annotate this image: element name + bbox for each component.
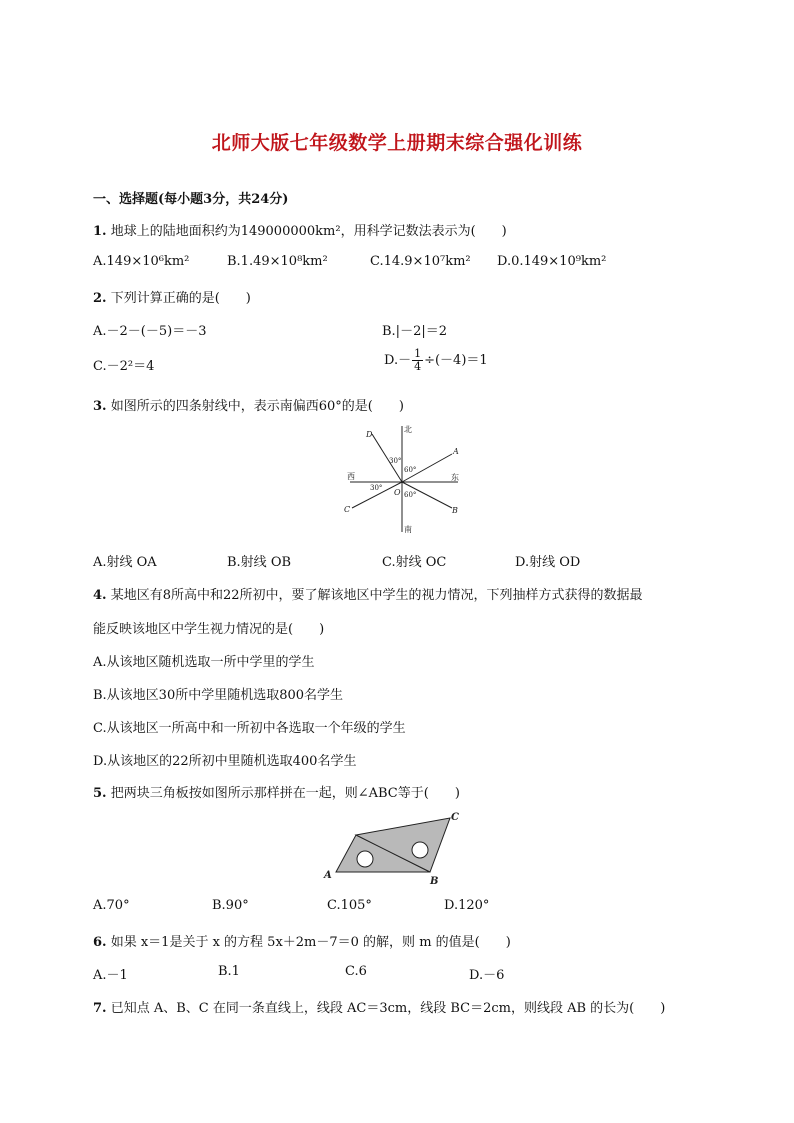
question-number: 7. — [93, 1001, 107, 1016]
question-stem: 下列计算正确的是( ) — [110, 291, 251, 306]
q5-option-b: B.90° — [212, 898, 249, 913]
label-c: C — [451, 812, 459, 823]
angle-60-south: 60° — [404, 491, 417, 499]
question-4 — [93, 584, 643, 603]
q2-option-d — [384, 348, 488, 373]
section-heading: 一、选择题(每小题3分，共24分) — [93, 192, 289, 207]
fraction-denominator: 4 — [414, 360, 422, 373]
label-a: A — [453, 447, 459, 456]
q1-option-d: D.0.149×10⁹km² — [497, 254, 607, 269]
page-title: 北师大版七年级数学上册期末综合强化训练 — [211, 132, 583, 154]
question-stem: 已知点 A、B、C 在同一条直线上，线段 AC＝3cm，线段 BC＝2cm，则线段 AB 的长为( ) — [110, 1001, 666, 1016]
q3-option-a: A.射线 OA — [93, 555, 157, 570]
question-number: 4. — [93, 588, 107, 603]
q4-option-c: C.从该地区一所高中和一所初中各选取一个年级的学生 — [93, 721, 406, 736]
label-east: 东 — [451, 473, 459, 482]
q1-option-c: C.14.9×10⁷km² — [370, 254, 471, 269]
label-a: A — [324, 870, 332, 881]
q4-option-d: D.从该地区的22所初中里随机选取400名学生 — [93, 754, 357, 769]
compass-figure — [340, 420, 470, 540]
angle-60-east: 60° — [404, 466, 417, 474]
question-stem: 如图所示的四条射线中，表示南偏西60°的是( ) — [110, 399, 404, 414]
label-b: B — [452, 506, 458, 515]
question-number: 2. — [93, 291, 107, 306]
label-o: O — [394, 488, 401, 497]
triangle-right-hole — [412, 842, 428, 858]
q6-option-c: C.6 — [345, 964, 367, 979]
question-3 — [93, 395, 404, 414]
question-number: 6. — [93, 935, 107, 950]
question-stem: 地球上的陆地面积约为149000000km²，用科学记数法表示为( ) — [110, 224, 507, 239]
label-west: 西 — [347, 472, 355, 481]
label-c: C — [344, 505, 351, 514]
triangle-left-hole — [357, 851, 373, 867]
q2-option-d-suffix: ÷(－4)＝1 — [424, 353, 488, 368]
question-number: 5. — [93, 786, 107, 801]
q5-option-d: D.120° — [444, 898, 490, 913]
question-2 — [93, 287, 251, 306]
q1-option-a: A.149×10⁶km² — [93, 254, 190, 269]
angle-30-north: 30° — [389, 457, 402, 465]
q4-option-a: A.从该地区随机选取一所中学里的学生 — [93, 655, 315, 670]
q5-option-c: C.105° — [327, 898, 372, 913]
q6-option-a: A.－1 — [93, 968, 128, 983]
question-stem: 把两块三角板按如图所示那样拼在一起，则∠ABC等于( ) — [110, 786, 460, 801]
triangle-figure — [320, 808, 470, 888]
label-d: D — [366, 430, 373, 439]
question-7 — [93, 997, 665, 1016]
question-number: 3. — [93, 399, 107, 414]
q2-option-b: B.|－2|＝2 — [382, 324, 447, 339]
question-5 — [93, 782, 460, 801]
fraction-numerator: 1 — [414, 347, 422, 360]
q2-option-a: A.－2－(－5)＝－3 — [93, 324, 207, 339]
q3-option-c: C.射线 OC — [382, 555, 447, 570]
q3-option-b: B.射线 OB — [227, 555, 292, 570]
q6-option-b: B.1 — [218, 964, 240, 979]
question-number: 1. — [93, 224, 107, 239]
label-north: 北 — [404, 425, 412, 434]
label-b: B — [430, 876, 439, 887]
q4-option-b: B.从该地区30所中学里随机选取800名学生 — [93, 688, 344, 703]
label-south: 南 — [404, 525, 412, 534]
q5-option-a: A.70° — [93, 898, 130, 913]
question-stem-line1: 某地区有8所高中和22所初中，要了解该地区中学生的视力情况，下列抽样方式获得的数据最 — [110, 588, 643, 603]
q1-option-b: B.1.49×10⁸km² — [227, 254, 328, 269]
question-stem: 如果 x＝1是关于 x 的方程 5x＋2m－7＝0 的解，则 m 的值是( ) — [110, 935, 511, 950]
question-stem-line2: 能反映该地区中学生视力情况的是( ) — [93, 622, 325, 637]
q2-option-c: C.－2²＝4 — [93, 359, 155, 374]
question-6 — [93, 931, 511, 950]
question-1 — [93, 220, 507, 239]
q6-option-d: D.－6 — [469, 968, 505, 983]
angle-30-west: 30° — [370, 484, 383, 492]
q2-option-d-prefix: D.－ — [384, 353, 412, 368]
q3-option-d: D.射线 OD — [515, 555, 581, 570]
fraction — [412, 348, 423, 373]
